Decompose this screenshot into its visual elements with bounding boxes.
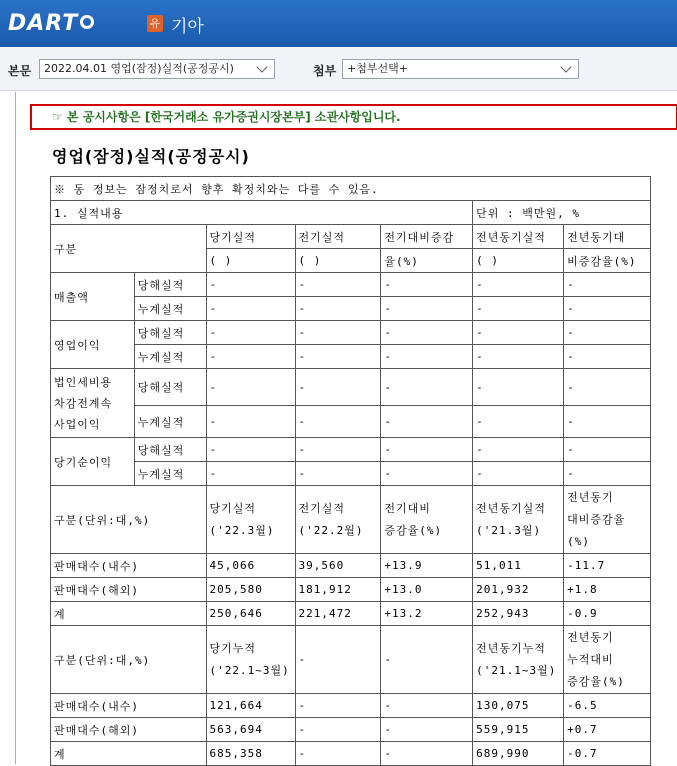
header-yoy: 전년동기실적 — [473, 225, 564, 249]
table-row — [51, 201, 651, 225]
notice-banner: ☞ 본 공시사항은 [한국거래소 유가증권시장본부] 소관사항입니다. — [30, 104, 677, 130]
period-label: 당해실적 — [134, 273, 206, 297]
header-line: 증감율(%) — [384, 523, 443, 537]
cell-value: - — [206, 369, 295, 406]
header-line: 전년동기 — [567, 630, 614, 644]
cell-value: - — [473, 438, 564, 462]
document-selector-bar — [0, 47, 677, 91]
cell-value: - — [564, 321, 651, 345]
sales-header-previous — [295, 486, 381, 554]
attachment-label: 첨부 — [313, 64, 337, 78]
cell-value: - — [381, 462, 473, 486]
header-prev-rate: 전기대비증감 — [381, 225, 473, 249]
chevron-down-icon — [256, 61, 267, 72]
header-paren: ( ) — [295, 249, 381, 273]
cell-value: 221,472 — [295, 602, 381, 626]
cell-value: 51,011 — [473, 554, 564, 578]
item-label — [51, 369, 135, 438]
header-line: 증감율(%) — [567, 674, 625, 688]
item-label: 영업이익 — [51, 321, 135, 369]
header-current: 당기실적 — [206, 225, 295, 249]
header-yoy-rate-unit: 비증감율(%) — [564, 249, 651, 273]
cell-value: 685,358 — [206, 742, 295, 766]
period-label: 누계실적 — [134, 462, 206, 486]
sales-header-yoy — [473, 486, 564, 554]
header-prev-rate-unit: 율(%) — [381, 249, 473, 273]
cell-value: 181,912 — [295, 578, 381, 602]
table-row — [51, 486, 651, 554]
header-line: 전년동기 — [567, 490, 614, 504]
item-label-line: 차감전계속 — [54, 396, 113, 410]
cell-value: - — [473, 321, 564, 345]
cum-header-gubun: 구분(단위:대,%) — [51, 626, 207, 694]
cell-value: 250,646 — [206, 602, 295, 626]
table-row — [51, 554, 651, 578]
cell-value: 205,580 — [206, 578, 295, 602]
chevron-down-icon — [560, 61, 571, 72]
cell-value: - — [206, 297, 295, 321]
header-gubun: 구분 — [51, 225, 207, 273]
row-label: 판매대수(내수) — [51, 554, 207, 578]
sales-header-gubun: 구분(단위:대,%) — [51, 486, 207, 554]
period-label: 누계실적 — [134, 297, 206, 321]
cell-value: +0.7 — [564, 718, 651, 742]
row-label: 판매대수(해외) — [51, 718, 207, 742]
row-label: 계 — [51, 602, 207, 626]
cell-value: 45,066 — [206, 554, 295, 578]
header-line: ('22.2월) — [298, 523, 364, 537]
logo-ring-icon — [80, 15, 94, 29]
attachment-select[interactable] — [342, 59, 579, 79]
cell-value: -0.7 — [564, 742, 651, 766]
header-paren: ( ) — [473, 249, 564, 273]
cell-value: 201,932 — [473, 578, 564, 602]
sales-header-yoy-rate — [564, 486, 651, 554]
header-line: 전년동기실적 — [476, 501, 546, 515]
cell-value: - — [381, 273, 473, 297]
cell-value: - — [295, 406, 381, 438]
cell-value: - — [381, 694, 473, 718]
cell-value: - — [206, 462, 295, 486]
cell-value: -0.9 — [564, 602, 651, 626]
item-label-line: 사업이익 — [54, 417, 101, 431]
cell-value: - — [564, 273, 651, 297]
cell-value: - — [381, 718, 473, 742]
row-label: 판매대수(해외) — [51, 578, 207, 602]
header-line: ('22.3월) — [209, 523, 275, 537]
main-doc-select[interactable] — [39, 59, 275, 79]
sales-header-current — [206, 486, 295, 554]
cell-value: - — [381, 626, 473, 694]
cell-value: +13.9 — [381, 554, 473, 578]
cell-value: - — [473, 406, 564, 438]
cum-header-yoy — [473, 626, 564, 694]
header-line: ('22.1~3월) — [209, 663, 290, 677]
table-row — [51, 321, 651, 345]
attachment-select-value: +첨부선택+ — [347, 62, 408, 75]
cell-value: - — [295, 462, 381, 486]
cell-value: 252,943 — [473, 602, 564, 626]
cell-value: 121,664 — [206, 694, 295, 718]
table-row — [51, 225, 651, 249]
disclaimer: ※ 동 정보는 잠정치로서 향후 확정치와는 다를 수 있음. — [51, 177, 651, 201]
cell-value: +13.0 — [381, 578, 473, 602]
cell-value: - — [295, 718, 381, 742]
company-name: 기아 — [171, 17, 204, 37]
table-row — [51, 578, 651, 602]
header-line: 당기누적 — [209, 641, 257, 655]
earnings-table — [50, 176, 651, 766]
dart-logo[interactable] — [8, 9, 94, 37]
cell-value: - — [381, 406, 473, 438]
header-line: (%) — [567, 534, 590, 548]
row-label: 계 — [51, 742, 207, 766]
cell-value: - — [473, 345, 564, 369]
table-row — [51, 273, 651, 297]
cell-value: -11.7 — [564, 554, 651, 578]
table-row — [51, 406, 651, 438]
section-label: 1. 실적내용 — [51, 201, 473, 225]
cell-value: -6.5 — [564, 694, 651, 718]
sales-header-prev-rate — [381, 486, 473, 554]
table-row — [51, 602, 651, 626]
item-label-line: 법인세비용 — [54, 375, 113, 389]
document-content — [15, 92, 677, 764]
header-yoy-rate: 전년동기대 — [564, 225, 651, 249]
cell-value: +1.8 — [564, 578, 651, 602]
cell-value: - — [381, 438, 473, 462]
row-label: 판매대수(내수) — [51, 694, 207, 718]
period-label: 당해실적 — [134, 369, 206, 406]
cell-value: - — [206, 345, 295, 369]
cell-value: - — [295, 694, 381, 718]
cell-value: - — [295, 297, 381, 321]
main-doc-select-value: 2022.04.01 영업(잠정)실적(공정공시) — [44, 62, 234, 75]
header-line: ('21.1~3월) — [476, 663, 557, 677]
cell-value: - — [295, 369, 381, 406]
document-title: 영업(잠정)실적(공정공시) — [52, 147, 250, 166]
cum-header-yoy-rate — [564, 626, 651, 694]
cell-value: - — [564, 345, 651, 369]
cell-value: - — [564, 297, 651, 321]
cell-value: - — [295, 626, 381, 694]
cell-value: - — [206, 321, 295, 345]
period-label: 누계실적 — [134, 345, 206, 369]
cell-value: 559,915 — [473, 718, 564, 742]
table-row — [51, 718, 651, 742]
top-header — [0, 0, 677, 47]
header-line: 대비증감율 — [567, 512, 626, 526]
table-row — [51, 438, 651, 462]
cell-value: - — [295, 742, 381, 766]
period-label: 누계실적 — [134, 406, 206, 438]
cell-value: - — [295, 273, 381, 297]
table-row — [51, 462, 651, 486]
table-row — [51, 742, 651, 766]
main-doc-label: 본문 — [8, 64, 32, 78]
cell-value: - — [473, 369, 564, 406]
cell-value: +13.2 — [381, 602, 473, 626]
market-badge: 유 — [147, 15, 163, 32]
logo-text: DART — [8, 10, 79, 36]
header-paren: ( ) — [206, 249, 295, 273]
cell-value: - — [381, 742, 473, 766]
cell-value: - — [381, 345, 473, 369]
cell-value: - — [381, 369, 473, 406]
cell-value: 130,075 — [473, 694, 564, 718]
cell-value: 689,990 — [473, 742, 564, 766]
cell-value: - — [206, 406, 295, 438]
period-label: 당해실적 — [134, 438, 206, 462]
cell-value: - — [381, 297, 473, 321]
cell-value: - — [564, 462, 651, 486]
table-row — [51, 694, 651, 718]
cell-value: - — [564, 406, 651, 438]
cell-value: - — [206, 438, 295, 462]
cell-value: - — [564, 369, 651, 406]
cell-value: - — [295, 321, 381, 345]
cell-value: - — [564, 438, 651, 462]
period-label: 당해실적 — [134, 321, 206, 345]
table-row — [51, 345, 651, 369]
item-label: 당기순이익 — [51, 438, 135, 486]
header-line: ('21.3월) — [476, 523, 542, 537]
header-line: 전년동기누적 — [476, 641, 546, 655]
header-line: 누적대비 — [567, 652, 614, 666]
unit-label: 단위 : 백만원, % — [473, 201, 651, 225]
table-row — [51, 626, 651, 694]
cell-value: 563,694 — [206, 718, 295, 742]
cell-value: - — [473, 297, 564, 321]
cell-value: 39,560 — [295, 554, 381, 578]
cell-value: - — [295, 345, 381, 369]
cell-value: - — [473, 273, 564, 297]
cell-value: - — [473, 462, 564, 486]
header-previous: 전기실적 — [295, 225, 381, 249]
header-line: 전기대비 — [384, 501, 431, 515]
cell-value: - — [381, 321, 473, 345]
cum-header-current — [206, 626, 295, 694]
header-line: 전기실적 — [298, 501, 346, 515]
table-row — [51, 297, 651, 321]
cell-value: - — [206, 273, 295, 297]
item-label: 매출액 — [51, 273, 135, 321]
cell-value: - — [295, 438, 381, 462]
table-row — [51, 369, 651, 406]
table-row — [51, 177, 651, 201]
header-line: 당기실적 — [209, 501, 257, 515]
